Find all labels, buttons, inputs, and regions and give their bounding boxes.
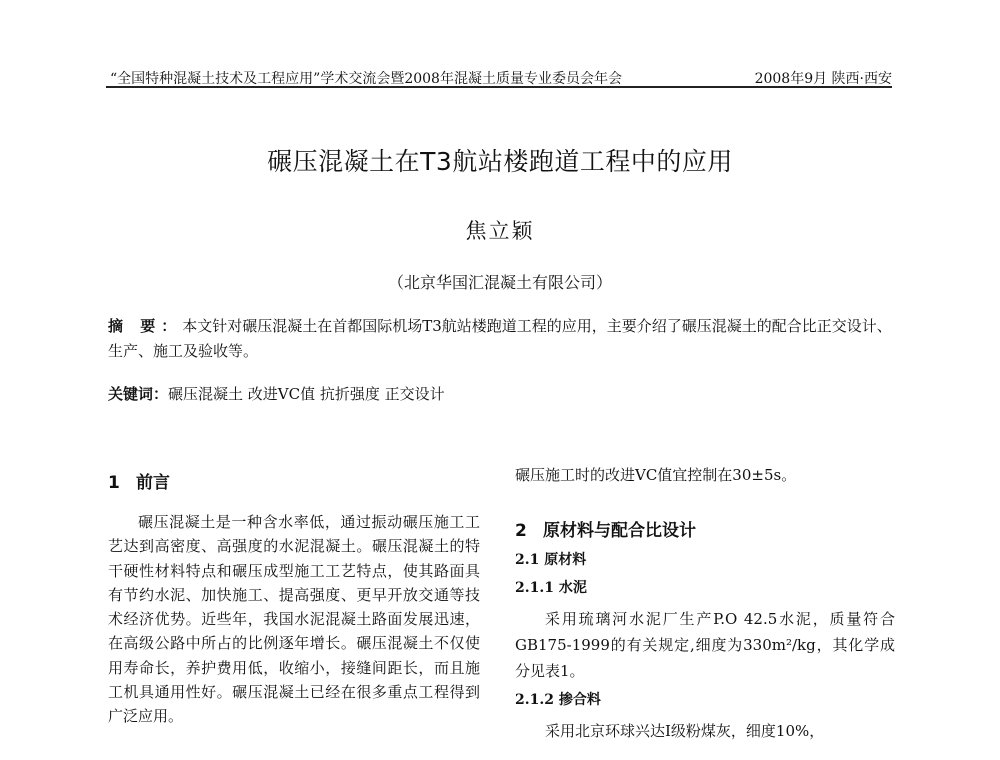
left-column (108, 470, 480, 729)
section-title: 前言 (136, 473, 170, 493)
right-column (515, 462, 895, 744)
admixture-paragraph: 采用北京环球兴达I级粉煤灰，细度10%， (545, 722, 825, 740)
section-number: 1 (108, 473, 120, 493)
cement-paragraph: 采用琉璃河水泥厂生产P.O 42.5水泥，质量符合GB175-1999的有关规定,细度为330m²/kg，其化学成分见表1。 (515, 610, 895, 680)
abstract (108, 314, 893, 364)
section-number: 2 (515, 521, 527, 541)
keywords (108, 382, 893, 407)
intro-paragraph: 碾压混凝土是一种含水率低，通过振动碾压施工工艺达到高密度、高强度的水泥混凝土。碾压混凝土的特干硬性材料特点和碾压成型施工工艺特点，使其路面具有节约水泥、加快施工、提高强度、更早开放交通等技术经济优势。近些年，我国水泥混凝土路面发展迅速，在高级公路中所占的比例逐年增长。碾压混凝土不仅使用寿命长，养护费用低，收缩小，接缝间距长，而且施工机具通用性好。碾压混凝土已经在很多重点工程得到广泛应用。 (108, 513, 480, 726)
header-conference: “全国特种混凝土技术及工程应用”学术交流会暨2008年混凝土质量专业委员会年会 (110, 71, 622, 87)
keywords-label: 关键词： (108, 385, 169, 403)
section-title: 原材料与配合比设计 (543, 521, 696, 541)
paper-title: 碾压混凝土在T3航站楼跑道工程中的应用 (267, 147, 733, 176)
header-date-location: 2008年9月 陕西·西安 (754, 71, 892, 87)
header-rule (106, 86, 892, 88)
abstract-text: 本文针对碾压混凝土在首都国际机场T3航站楼跑道工程的应用，主要介绍了碾压混凝土的配合比正交设计、生产、施工及验收等。 (108, 317, 892, 360)
running-header (106, 48, 892, 87)
continuation-text: 碾压施工时的改进VC值宜控制在30±5s。 (515, 466, 797, 484)
keywords-text: 碾压混凝土 改进VC值 抗折强度 正交设计 (168, 385, 445, 403)
abstract-label: 摘 要： (108, 317, 183, 335)
section-heading-intro (108, 470, 480, 496)
author-name: 焦立颖 (465, 219, 535, 243)
subsubsection-admixture: 2.1.2 掺合料 (515, 692, 601, 708)
author-affiliation: （北京华国汇混凝土有限公司） (387, 273, 612, 292)
section-heading-materials (515, 518, 895, 544)
subsection-raw-materials: 2.1 原材料 (515, 552, 587, 568)
subsubsection-cement: 2.1.1 水泥 (515, 580, 587, 596)
